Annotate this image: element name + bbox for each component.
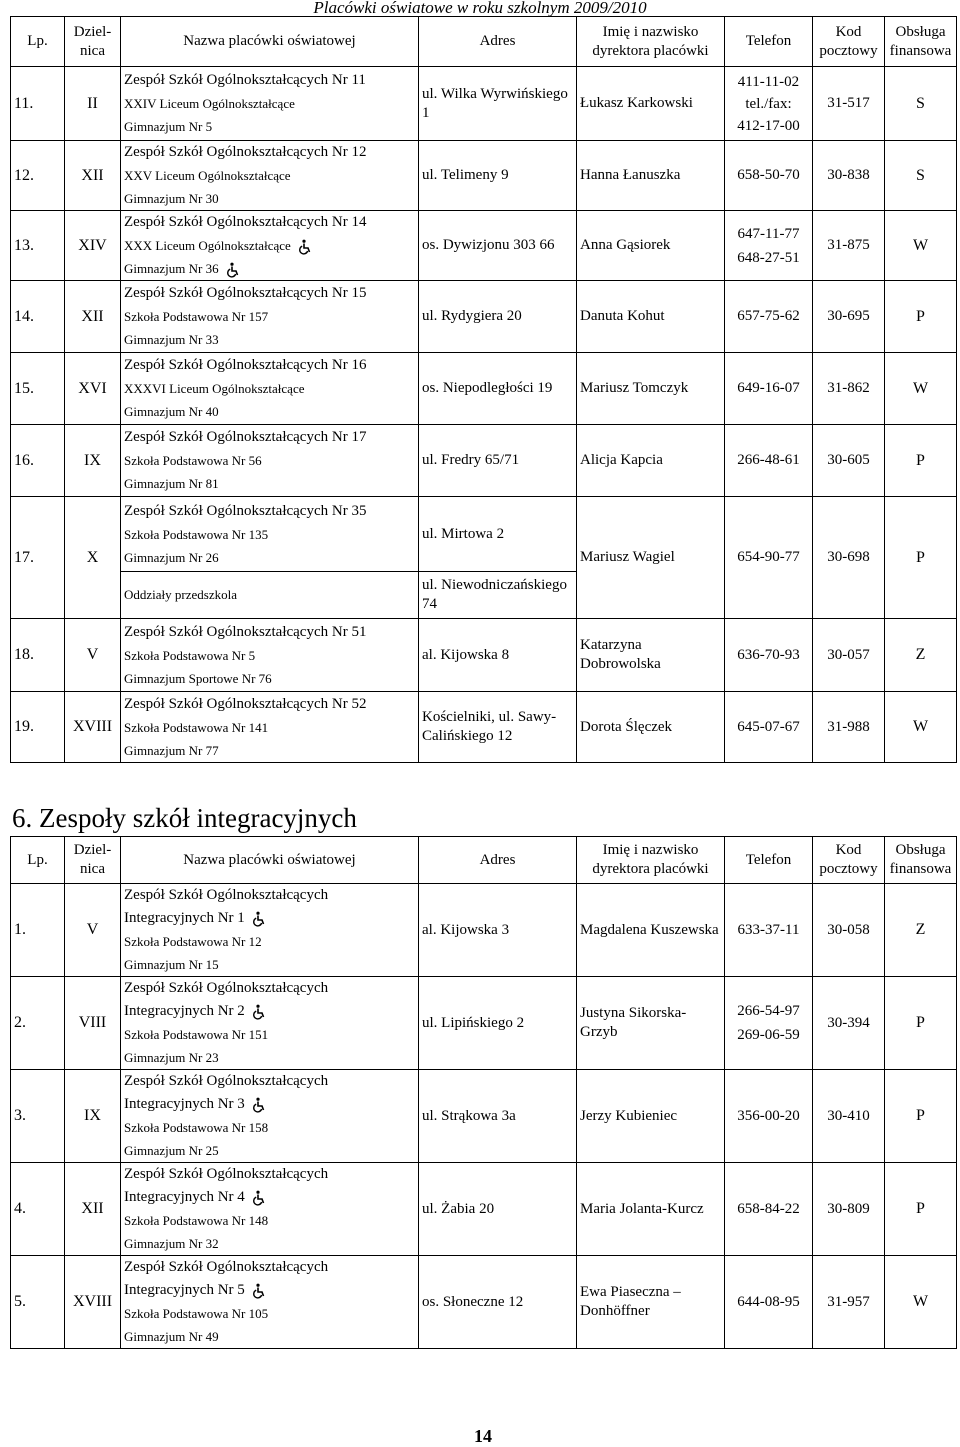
row-school-name (121, 211, 419, 281)
row-district: II (65, 67, 121, 141)
row-district: XVI (65, 353, 121, 425)
school-complex-name: Zespół Szkół Ogólnokształcących Nr 51 (124, 623, 367, 640)
school-complex-name-text: Integracyjnych Nr 4 (124, 1189, 245, 1205)
row-school-name (121, 353, 419, 425)
row-director: Danuta Kohut (577, 281, 725, 353)
row-phone: 644-08-95 (725, 1256, 813, 1349)
row-lp: 13. (11, 211, 65, 281)
table-row (11, 884, 957, 977)
row-service: Z (885, 884, 957, 977)
row-district: VIII (65, 977, 121, 1070)
row-phone: 633-37-11 (725, 884, 813, 977)
wheelchair-icon (251, 1283, 267, 1299)
row-director: Alicja Kapcia (577, 425, 725, 497)
row-postal: 31-875 (813, 211, 885, 281)
phone-number: 266-54-97 (737, 1003, 800, 1019)
school-unit: XXXVI Liceum Ogólnokształcące (124, 381, 305, 396)
row-phone: 658-50-70 (725, 141, 813, 211)
row-school-name (121, 1163, 419, 1256)
row-address: ul. Telimeny 9 (419, 141, 577, 211)
school-unit: XXIV Liceum Ogólnokształcące (124, 96, 295, 111)
row-director: Magdalena Kuszewska (577, 884, 725, 977)
school-unit: Szkoła Podstawowa Nr 56 (124, 453, 262, 468)
school-complex-name (124, 1279, 415, 1302)
row-lp: 16. (11, 425, 65, 497)
school-unit: Gimnazjum Nr 5 (124, 119, 213, 134)
wheelchair-icon (225, 262, 241, 278)
school-unit (124, 234, 415, 257)
phone-number: 648-27-51 (737, 249, 800, 266)
row-postal: 30-410 (813, 1070, 885, 1163)
school-complex-name (124, 907, 415, 930)
row-lp: 18. (11, 619, 65, 692)
school-unit: Szkoła Podstawowa Nr 148 (124, 1213, 269, 1228)
row-postal: 30-057 (813, 619, 885, 692)
row-director: Łukasz Karkowski (577, 67, 725, 141)
row-school-name (121, 281, 419, 353)
school-unit: Gimnazjum Nr 77 (124, 742, 219, 758)
col-service: Obsługa finansowa (885, 17, 957, 67)
row-address: os. Dywizjonu 303 66 (419, 211, 577, 281)
school-unit: Gimnazjum Nr 15 (124, 957, 219, 972)
row-postal: 31-988 (813, 692, 885, 763)
school-complex-name: Zespół Szkół Ogólnokształcących (124, 1166, 329, 1182)
table-row (11, 1256, 957, 1349)
school-unit-text: Gimnazjum Nr 36 (124, 261, 219, 276)
row-director: Mariusz Tomczyk (577, 353, 725, 425)
row-phone: 658-84-22 (725, 1163, 813, 1256)
row-service: P (885, 977, 957, 1070)
row-director: Mariusz Wagiel (577, 497, 725, 619)
school-complex-name (124, 1000, 415, 1023)
phone-number: 269-06-59 (737, 1027, 800, 1043)
school-complex-name: Zespół Szkół Ogólnokształcących Nr 11 (124, 72, 366, 88)
row-postal: 30-698 (813, 497, 885, 619)
row-lp: 2. (11, 977, 65, 1070)
school-unit: Gimnazjum Nr 23 (124, 1050, 219, 1065)
school-unit: Szkoła Podstawowa Nr 158 (124, 1120, 269, 1135)
phone-number: 412-17-00 (737, 117, 800, 134)
row-director: Katarzyna Dobrowolska (577, 619, 725, 692)
row-district: IX (65, 425, 121, 497)
row-phone: 657-75-62 (725, 281, 813, 353)
wheelchair-icon (251, 1190, 267, 1206)
row-service: P (885, 497, 957, 619)
row-postal: 30-695 (813, 281, 885, 353)
row-address: os. Niepodległości 19 (419, 353, 577, 425)
row-service: Z (885, 619, 957, 692)
row-phone: 356-00-20 (725, 1070, 813, 1163)
row-lp: 15. (11, 353, 65, 425)
row-district: XII (65, 281, 121, 353)
row-address: ul. Mirtowa 2 (419, 497, 577, 572)
school-complex-name: Zespół Szkół Ogólnokształcących Nr 15 (124, 285, 367, 301)
row-service: S (885, 67, 957, 141)
row-lp: 4. (11, 1163, 65, 1256)
row-lp: 3. (11, 1070, 65, 1163)
row-service: S (885, 141, 957, 211)
section-title: 6. Zespoły szkół integracyjnych (12, 803, 357, 833)
phone-number: 647-11-77 (737, 225, 800, 242)
integration-schools-table (10, 836, 957, 1349)
row-district: XVIII (65, 1256, 121, 1349)
table-row (11, 619, 957, 692)
row-address: Kościelniki, ul. Sawy-Calińskiego 12 (419, 692, 577, 763)
school-unit: Gimnazjum Nr 25 (124, 1143, 219, 1158)
row-address: ul. Fredry 65/71 (419, 425, 577, 497)
row-director: Ewa Piaseczna – Donhöffner (577, 1256, 725, 1349)
school-complex-name: Zespół Szkół Ogólnokształcących Nr 35 (124, 502, 367, 519)
school-complex-name-text: Integracyjnych Nr 5 (124, 1282, 245, 1298)
row-service: W (885, 353, 957, 425)
school-complex-name: Zespół Szkół Ogólnokształcących Nr 12 (124, 144, 367, 160)
row-district: V (65, 884, 121, 977)
row-postal: 31-517 (813, 67, 885, 141)
school-complex-name: Zespół Szkół Ogólnokształcących Nr 14 (124, 214, 367, 230)
row-address: ul. Strąkowa 3a (419, 1070, 577, 1163)
col-postal: Kod pocztowy (813, 837, 885, 884)
row-lp: 1. (11, 884, 65, 977)
col-address: Adres (419, 837, 577, 884)
row-service: W (885, 1256, 957, 1349)
col-lp: Lp. (11, 837, 65, 884)
table-row (11, 1070, 957, 1163)
row-school-name (121, 67, 419, 141)
row-phone: 654-90-77 (725, 497, 813, 619)
school-unit: Gimnazjum Nr 33 (124, 332, 219, 347)
row-lp: 17. (11, 497, 65, 619)
phone-label: tel./fax: (745, 95, 792, 112)
table-row (11, 281, 957, 353)
row-school-name (121, 1256, 419, 1349)
row-postal: 31-862 (813, 353, 885, 425)
col-phone: Telefon (725, 837, 813, 884)
school-complex-name-text: Integracyjnych Nr 2 (124, 1003, 245, 1019)
wheelchair-icon (251, 911, 267, 927)
col-phone: Telefon (725, 17, 813, 67)
school-complex-name: Zespół Szkół Ogólnokształcących (124, 887, 329, 903)
school-unit: Szkoła Podstawowa Nr 12 (124, 934, 262, 949)
school-unit: Gimnazjum Nr 81 (124, 476, 219, 491)
col-postal: Kod pocztowy (813, 17, 885, 67)
school-unit: Gimnazjum Sportowe Nr 76 (124, 670, 272, 686)
row-address: al. Kijowska 3 (419, 884, 577, 977)
row-lp: 12. (11, 141, 65, 211)
row-school-name (121, 497, 419, 572)
row-director: Justyna Sikorska-Grzyb (577, 977, 725, 1070)
col-address: Adres (419, 17, 577, 67)
row-school-name (121, 884, 419, 977)
school-complex-name: Zespół Szkół Ogólnokształcących Nr 52 (124, 695, 367, 712)
school-unit: Szkoła Podstawowa Nr 157 (124, 309, 269, 324)
row-phone: 645-07-67 (725, 692, 813, 763)
row-director: Maria Jolanta-Kurcz (577, 1163, 725, 1256)
row-phone: 649-16-07 (725, 353, 813, 425)
row-address: ul. Wilka Wyrwińskiego 1 (419, 67, 577, 141)
school-unit: Szkoła Podstawowa Nr 151 (124, 1027, 269, 1042)
row-postal: 30-605 (813, 425, 885, 497)
page-header: Placówki oświatowe w roku szkolnym 2009/2010 (313, 0, 647, 17)
phone-number: 411-11-02 (737, 73, 800, 90)
col-district: Dziel-nica (65, 837, 121, 884)
table-row (11, 497, 957, 572)
row-phone: 266-48-61 (725, 425, 813, 497)
row-address: ul. Rydygiera 20 (419, 281, 577, 353)
page-number: 14 (474, 1426, 492, 1446)
row-director: Hanna Łanuszka (577, 141, 725, 211)
row-lp: 5. (11, 1256, 65, 1349)
school-unit-text: XXX Liceum Ogólnokształcące (124, 238, 291, 253)
wheelchair-icon (297, 239, 313, 255)
row-district: XIV (65, 211, 121, 281)
school-complex-name (124, 1093, 415, 1116)
table-row (11, 977, 957, 1070)
wheelchair-icon (251, 1004, 267, 1020)
row-school-name (121, 141, 419, 211)
row-service: W (885, 211, 957, 281)
table-row (11, 1163, 957, 1256)
col-lp: Lp. (11, 17, 65, 67)
row-director: Jerzy Kubieniec (577, 1070, 725, 1163)
row-district: XII (65, 1163, 121, 1256)
school-unit: Gimnazjum Nr 30 (124, 191, 219, 206)
row-postal: 30-058 (813, 884, 885, 977)
table-row (11, 353, 957, 425)
school-unit: Gimnazjum Nr 32 (124, 1236, 219, 1251)
row-school-name (121, 619, 419, 692)
table-row (11, 425, 957, 497)
school-unit: Szkoła Podstawowa Nr 135 (124, 526, 269, 542)
row-postal: 30-394 (813, 977, 885, 1070)
row-phone (725, 977, 813, 1070)
table-row (11, 692, 957, 763)
row-service: P (885, 425, 957, 497)
row-service: P (885, 1163, 957, 1256)
school-complex-name: Zespół Szkół Ogólnokształcących Nr 16 (124, 357, 367, 373)
school-complex-name: Zespół Szkół Ogólnokształcących (124, 1259, 329, 1275)
row-director: Anna Gąsiorek (577, 211, 725, 281)
table-header-row (11, 17, 957, 67)
row-director: Dorota Ślęczek (577, 692, 725, 763)
row-phone (725, 211, 813, 281)
school-unit: Gimnazjum Nr 40 (124, 404, 219, 419)
school-unit: Szkoła Podstawowa Nr 105 (124, 1306, 269, 1321)
row-school-name (121, 977, 419, 1070)
row-address: ul. Lipińskiego 2 (419, 977, 577, 1070)
col-service: Obsługa finansowa (885, 837, 957, 884)
schools-table (10, 16, 957, 763)
school-unit (124, 257, 415, 280)
row-district: IX (65, 1070, 121, 1163)
col-district: Dziel-nica (65, 17, 121, 67)
row-lp: 11. (11, 67, 65, 141)
wheelchair-icon (251, 1097, 267, 1113)
row-school-name (121, 1070, 419, 1163)
row-school-name-extra: Oddziały przedszkola (121, 572, 419, 619)
row-lp: 19. (11, 692, 65, 763)
row-address: os. Słoneczne 12 (419, 1256, 577, 1349)
row-service: P (885, 281, 957, 353)
row-district: XII (65, 141, 121, 211)
row-postal: 30-838 (813, 141, 885, 211)
school-complex-name-text: Integracyjnych Nr 3 (124, 1096, 245, 1112)
row-district: XVIII (65, 692, 121, 763)
table-header-row (11, 837, 957, 884)
table-row (11, 141, 957, 211)
row-phone: 636-70-93 (725, 619, 813, 692)
school-complex-name: Zespół Szkół Ogólnokształcących (124, 980, 329, 996)
row-address: al. Kijowska 8 (419, 619, 577, 692)
row-school-name (121, 692, 419, 763)
school-unit: Szkoła Podstawowa Nr 5 (124, 647, 256, 663)
row-address: ul. Żabia 20 (419, 1163, 577, 1256)
school-unit: Gimnazjum Nr 26 (124, 549, 219, 565)
row-postal: 30-809 (813, 1163, 885, 1256)
school-complex-name-text: Integracyjnych Nr 1 (124, 910, 245, 926)
table-row (11, 67, 957, 141)
col-name: Nazwa placówki oświatowej (121, 17, 419, 67)
row-postal: 31-957 (813, 1256, 885, 1349)
row-service: P (885, 1070, 957, 1163)
row-district: X (65, 497, 121, 619)
school-unit: Szkoła Podstawowa Nr 141 (124, 719, 269, 735)
school-complex-name: Zespół Szkół Ogólnokształcących (124, 1073, 329, 1089)
row-address-extra: ul. Niewodniczańskiego 74 (419, 572, 577, 619)
school-unit: Gimnazjum Nr 49 (124, 1329, 219, 1344)
school-complex-name: Zespół Szkół Ogólnokształcących Nr 17 (124, 429, 367, 445)
row-phone (725, 67, 813, 141)
col-director: Imię i nazwisko dyrektora placówki (577, 837, 725, 884)
school-complex-name (124, 1186, 415, 1209)
table-row (11, 211, 957, 281)
row-district: V (65, 619, 121, 692)
col-director: Imię i nazwisko dyrektora placówki (577, 17, 725, 67)
row-service: W (885, 692, 957, 763)
row-school-name (121, 425, 419, 497)
school-unit: XXV Liceum Ogólnokształcące (124, 168, 291, 183)
col-name: Nazwa placówki oświatowej (121, 837, 419, 884)
row-lp: 14. (11, 281, 65, 353)
